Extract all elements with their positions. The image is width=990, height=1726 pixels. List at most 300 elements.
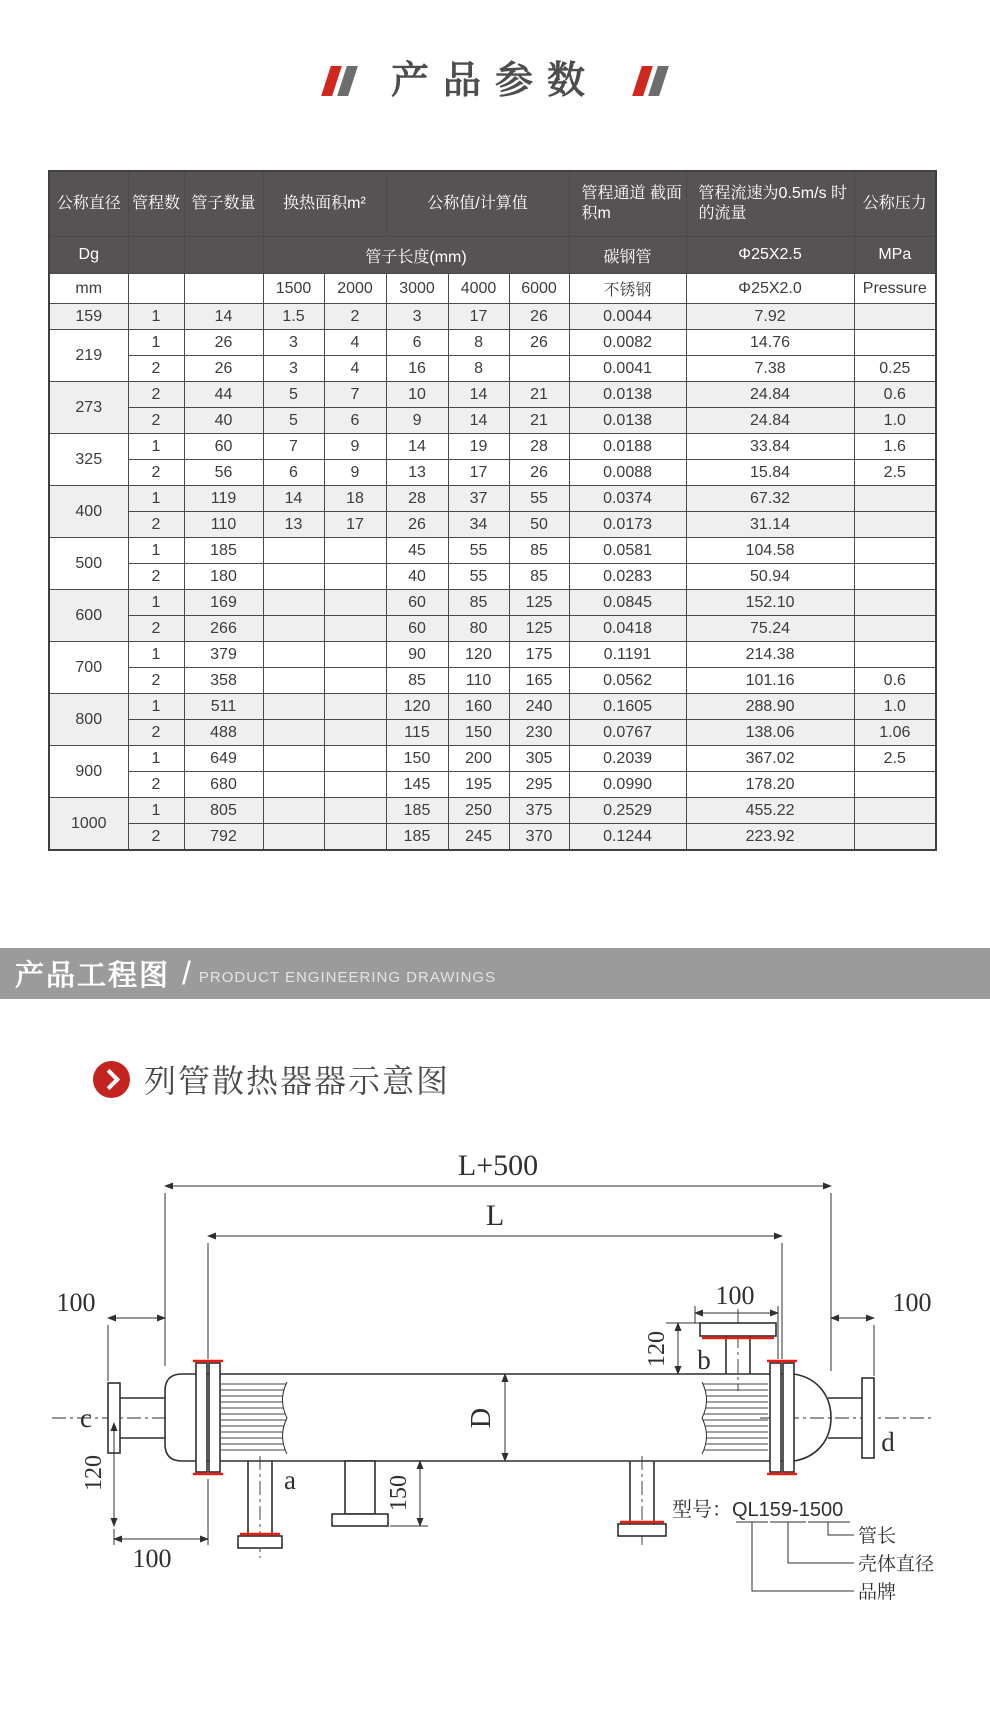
cell-c3000: 90: [386, 642, 448, 668]
cell-area: 0.2529: [569, 798, 686, 824]
cell-c6000: 295: [509, 772, 569, 798]
cell-c1500: [263, 564, 324, 590]
cell-c2000: 9: [324, 434, 386, 460]
dim-D-label: D: [466, 1407, 497, 1429]
cell-mpa: 2.5: [854, 746, 936, 772]
header-pressure-en: Pressure: [854, 274, 936, 304]
cell-mpa: [854, 564, 936, 590]
cell-tubes: 511: [184, 694, 263, 720]
chevron-circle-icon: [93, 1061, 130, 1098]
cell-flow: 14.76: [686, 330, 854, 356]
table-row: [49, 304, 936, 330]
cell-c2000: [324, 694, 386, 720]
cell-tubes: 266: [184, 616, 263, 642]
table-row: [49, 356, 936, 382]
cell-flow: 33.84: [686, 434, 854, 460]
cell-tubes: 26: [184, 356, 263, 382]
cell-c6000: 50: [509, 512, 569, 538]
dim-120-left-label: 120: [81, 1455, 107, 1491]
cell-c3000: 40: [386, 564, 448, 590]
table-row: [49, 486, 936, 512]
cell-passes: 1: [128, 694, 184, 720]
cell-c3000: 120: [386, 694, 448, 720]
cell-tubes: 44: [184, 382, 263, 408]
cell-c3000: 6: [386, 330, 448, 356]
cell-area: 0.0044: [569, 304, 686, 330]
cell-c3000: 26: [386, 512, 448, 538]
cell-c2000: [324, 668, 386, 694]
cell-tubes: 185: [184, 538, 263, 564]
cell-c3000: 60: [386, 590, 448, 616]
cell-c6000: 85: [509, 564, 569, 590]
cell-flow: 7.38: [686, 356, 854, 382]
chevron-right-icon: [99, 1068, 120, 1089]
cell-passes: 2: [128, 616, 184, 642]
cell-tubes: 26: [184, 330, 263, 356]
cell-c4000: 17: [448, 460, 509, 486]
cell-diameter: 500: [49, 538, 128, 590]
cell-area: 0.0283: [569, 564, 686, 590]
cell-c6000: 125: [509, 616, 569, 642]
model-label: 型号：QL159-1500: [672, 1499, 844, 1521]
banner-slash: /: [182, 955, 191, 991]
cell-passes: 1: [128, 538, 184, 564]
cell-mpa: 1.0: [854, 694, 936, 720]
cell-diameter: 600: [49, 590, 128, 642]
cell-tubes: 680: [184, 772, 263, 798]
dim-100-topright-label: 100: [715, 1281, 755, 1310]
cell-c1500: 6: [263, 460, 324, 486]
cell-c4000: 250: [448, 798, 509, 824]
cell-diameter: 325: [49, 434, 128, 486]
page-title: 产品参数: [390, 60, 599, 102]
cell-passes: 1: [128, 304, 184, 330]
cell-flow: 152.10: [686, 590, 854, 616]
cell-flow: 455.22: [686, 798, 854, 824]
cell-passes: 2: [128, 382, 184, 408]
cell-mpa: [854, 824, 936, 851]
spec-table: [48, 170, 937, 851]
table-row: [49, 798, 936, 824]
nozzle-b-flange: [700, 1323, 776, 1336]
cell-c2000: 4: [324, 330, 386, 356]
dim-l500-label: L+500: [457, 1149, 539, 1182]
table-row: [49, 564, 936, 590]
cell-mpa: [854, 304, 936, 330]
nozzle-a-flange: [238, 1536, 282, 1548]
cell-passes: 1: [128, 590, 184, 616]
callout-brand: 品牌: [858, 1582, 897, 1603]
cell-c1500: [263, 720, 324, 746]
cell-flow: 50.94: [686, 564, 854, 590]
cell-c2000: 4: [324, 356, 386, 382]
header-cell-empty: [184, 237, 263, 274]
cell-passes: 2: [128, 824, 184, 851]
cell-c6000: 21: [509, 382, 569, 408]
cell-diameter: 800: [49, 694, 128, 746]
cell-c3000: 85: [386, 668, 448, 694]
cell-tubes: 649: [184, 746, 263, 772]
cell-mpa: 0.25: [854, 356, 936, 382]
cell-flow: 178.20: [686, 772, 854, 798]
cell-flow: 367.02: [686, 746, 854, 772]
header-len-4000: 4000: [448, 274, 509, 304]
tube-bundle-right: [702, 1382, 768, 1454]
cell-c4000: 8: [448, 330, 509, 356]
cell-mpa: [854, 330, 936, 356]
flange-right-plate: [770, 1363, 781, 1472]
cell-diameter: 900: [49, 746, 128, 798]
cell-c3000: 115: [386, 720, 448, 746]
cell-c4000: 55: [448, 564, 509, 590]
title-section: [0, 58, 990, 104]
cell-c1500: 5: [263, 408, 324, 434]
cell-c6000: 175: [509, 642, 569, 668]
engineering-drawing: [0, 1111, 990, 1726]
tube-bundle-left: [221, 1382, 287, 1454]
cell-c6000: 85: [509, 538, 569, 564]
diagram-heading: [93, 1059, 990, 1099]
cell-c2000: [324, 772, 386, 798]
cell-mpa: [854, 616, 936, 642]
cell-area: 0.0990: [569, 772, 686, 798]
cell-tubes: 40: [184, 408, 263, 434]
cell-area: 0.1605: [569, 694, 686, 720]
port-b-label: b: [697, 1345, 711, 1375]
cell-flow: 75.24: [686, 616, 854, 642]
cell-c2000: [324, 616, 386, 642]
cell-area: 0.1191: [569, 642, 686, 668]
cell-diameter: 159: [49, 304, 128, 330]
cell-c2000: [324, 746, 386, 772]
cell-c2000: [324, 642, 386, 668]
cell-tubes: 792: [184, 824, 263, 851]
cell-flow: 223.92: [686, 824, 854, 851]
cell-tubes: 119: [184, 486, 263, 512]
cell-flow: 24.84: [686, 382, 854, 408]
header-cell-empty: [128, 274, 184, 304]
table-row: [49, 746, 936, 772]
cell-area: 0.2039: [569, 746, 686, 772]
dim-l-label: L: [485, 1199, 505, 1232]
port-d-label: d: [881, 1427, 895, 1457]
cell-area: 0.0173: [569, 512, 686, 538]
section-banner: [0, 948, 990, 999]
cell-flow: 15.84: [686, 460, 854, 486]
header-cell-empty: [184, 274, 263, 304]
cell-c1500: [263, 616, 324, 642]
cell-c4000: 120: [448, 642, 509, 668]
flange-right-plate: [783, 1363, 794, 1472]
cell-c6000: 165: [509, 668, 569, 694]
header-spec20: Φ25X2.0: [686, 274, 854, 304]
table-header-row-3: [49, 274, 936, 304]
cell-mpa: [854, 590, 936, 616]
cell-c3000: 185: [386, 824, 448, 851]
header-len-2000: 2000: [324, 274, 386, 304]
cell-mpa: [854, 772, 936, 798]
header-pressure: 公称压力: [854, 171, 936, 237]
cell-c1500: [263, 538, 324, 564]
nozzle-d-flange: [862, 1378, 874, 1458]
table-row: [49, 616, 936, 642]
cell-mpa: 0.6: [854, 668, 936, 694]
cell-c3000: 10: [386, 382, 448, 408]
cell-tubes: 14: [184, 304, 263, 330]
cell-tubes: 110: [184, 512, 263, 538]
cell-c1500: [263, 824, 324, 851]
dim-100-bottom-label: 100: [132, 1544, 172, 1573]
header-len-3000: 3000: [386, 274, 448, 304]
flange-left-plate: [209, 1363, 220, 1472]
cell-diameter: 273: [49, 382, 128, 434]
table-row: [49, 720, 936, 746]
cell-passes: 1: [128, 798, 184, 824]
cell-c2000: 17: [324, 512, 386, 538]
cell-c4000: 55: [448, 538, 509, 564]
cell-c4000: 200: [448, 746, 509, 772]
cell-c4000: 110: [448, 668, 509, 694]
table-row: [49, 694, 936, 720]
port-a-label: a: [284, 1465, 296, 1495]
cell-tubes: 379: [184, 642, 263, 668]
cell-flow: 31.14: [686, 512, 854, 538]
table-row: [49, 642, 936, 668]
callout-leader: [828, 1522, 854, 1535]
cell-diameter: 700: [49, 642, 128, 694]
header-passes: 管程数: [128, 171, 184, 237]
cell-c4000: 14: [448, 408, 509, 434]
cell-mpa: [854, 798, 936, 824]
dim-150-label: 150: [386, 1475, 412, 1511]
cell-c2000: [324, 720, 386, 746]
cell-c4000: 8: [448, 356, 509, 382]
header-diameter: 公称直径: [49, 171, 128, 237]
cell-diameter: 219: [49, 330, 128, 382]
cell-diameter: 1000: [49, 798, 128, 851]
callout-leader: [788, 1522, 854, 1563]
cell-c6000: 26: [509, 460, 569, 486]
support-saddle-base: [332, 1514, 388, 1526]
banner-subtitle: PRODUCT ENGINEERING DRAWINGS: [198, 969, 497, 986]
header-nominal: 公称值/计算值: [386, 171, 569, 237]
cell-c4000: 14: [448, 382, 509, 408]
cell-c3000: 28: [386, 486, 448, 512]
cell-c6000: 125: [509, 590, 569, 616]
table-row: [49, 512, 936, 538]
cell-c6000: 26: [509, 304, 569, 330]
cell-c1500: 13: [263, 512, 324, 538]
cell-c3000: 45: [386, 538, 448, 564]
cell-c2000: [324, 824, 386, 851]
cell-passes: 1: [128, 434, 184, 460]
cell-c3000: 9: [386, 408, 448, 434]
cell-tubes: 56: [184, 460, 263, 486]
cell-c4000: 80: [448, 616, 509, 642]
cell-flow: 101.16: [686, 668, 854, 694]
cell-mpa: 0.6: [854, 382, 936, 408]
cell-c2000: 2: [324, 304, 386, 330]
cell-mpa: 1.06: [854, 720, 936, 746]
cell-area: 0.0767: [569, 720, 686, 746]
cell-mpa: [854, 642, 936, 668]
cell-c6000: 240: [509, 694, 569, 720]
cell-tubes: 180: [184, 564, 263, 590]
header-cell-empty: [128, 237, 184, 274]
cell-mpa: [854, 512, 936, 538]
cell-tubes: 60: [184, 434, 263, 460]
cell-passes: 2: [128, 356, 184, 382]
nozzle-bottom-flange: [618, 1524, 666, 1536]
cell-c6000: 21: [509, 408, 569, 434]
cell-c2000: [324, 538, 386, 564]
cell-c3000: 145: [386, 772, 448, 798]
cell-c3000: 150: [386, 746, 448, 772]
cell-passes: 2: [128, 720, 184, 746]
cell-c1500: 7: [263, 434, 324, 460]
dim-100-right-label: 100: [892, 1288, 932, 1317]
header-spec25: Φ25X2.5: [686, 237, 854, 274]
cell-passes: 2: [128, 668, 184, 694]
callout-leader: [752, 1522, 854, 1591]
cell-c3000: 14: [386, 434, 448, 460]
cell-c1500: [263, 668, 324, 694]
cell-diameter: 400: [49, 486, 128, 538]
cell-flow: 24.84: [686, 408, 854, 434]
cell-tubes: 805: [184, 798, 263, 824]
cell-c4000: 19: [448, 434, 509, 460]
cell-c3000: 60: [386, 616, 448, 642]
cell-tubes: 358: [184, 668, 263, 694]
cell-flow: 7.92: [686, 304, 854, 330]
cell-c3000: 16: [386, 356, 448, 382]
cell-c6000: 370: [509, 824, 569, 851]
table-row: [49, 590, 936, 616]
cell-mpa: [854, 538, 936, 564]
cell-c4000: 37: [448, 486, 509, 512]
cell-c3000: 185: [386, 798, 448, 824]
banner-title: 产品工程图: [15, 960, 171, 992]
title-decoration-right: [637, 66, 664, 96]
header-mpa: MPa: [854, 237, 936, 274]
cell-tubes: 488: [184, 720, 263, 746]
table-row: [49, 538, 936, 564]
cell-c2000: 9: [324, 460, 386, 486]
port-c-label: c: [80, 1403, 92, 1433]
cell-area: 0.1244: [569, 824, 686, 851]
cell-area: 0.0138: [569, 382, 686, 408]
cell-passes: 1: [128, 486, 184, 512]
header-flow: 管程流速为0.5m/s 时的流量: [686, 171, 854, 237]
support-saddle-column: [345, 1461, 375, 1514]
header-area: 换热面积m²: [263, 171, 386, 237]
cell-c1500: [263, 694, 324, 720]
cell-flow: 138.06: [686, 720, 854, 746]
cell-area: 0.0088: [569, 460, 686, 486]
header-mm: mm: [49, 274, 128, 304]
cell-flow: 104.58: [686, 538, 854, 564]
header-carbon: 碳钢管: [569, 237, 686, 274]
table-row: [49, 460, 936, 486]
cell-passes: 1: [128, 330, 184, 356]
header-section: 管程通道 截面积m: [569, 171, 686, 237]
cell-mpa: [854, 486, 936, 512]
table-header-row-1: [49, 171, 936, 237]
cell-area: 0.0418: [569, 616, 686, 642]
cell-area: 0.0041: [569, 356, 686, 382]
table-row: [49, 408, 936, 434]
cell-flow: 67.32: [686, 486, 854, 512]
cell-passes: 1: [128, 642, 184, 668]
flange-left-plate: [196, 1363, 207, 1472]
cell-c1500: [263, 590, 324, 616]
cell-c2000: 18: [324, 486, 386, 512]
header-tube-length: 管子长度(mm): [263, 237, 569, 274]
spec-table-body: [49, 304, 936, 851]
header-len-6000: 6000: [509, 274, 569, 304]
cell-c4000: 245: [448, 824, 509, 851]
cell-c1500: 1.5: [263, 304, 324, 330]
header-stainless: 不锈钢: [569, 274, 686, 304]
cell-c6000: 26: [509, 330, 569, 356]
cell-flow: 214.38: [686, 642, 854, 668]
cell-tubes: 169: [184, 590, 263, 616]
cell-passes: 2: [128, 772, 184, 798]
cell-area: 0.0138: [569, 408, 686, 434]
cell-area: 0.0188: [569, 434, 686, 460]
cell-c4000: 34: [448, 512, 509, 538]
cell-area: 0.0082: [569, 330, 686, 356]
cell-flow: 288.90: [686, 694, 854, 720]
cell-c1500: [263, 746, 324, 772]
cell-mpa: 2.5: [854, 460, 936, 486]
cell-c2000: 6: [324, 408, 386, 434]
cell-passes: 2: [128, 512, 184, 538]
dim-100-left-label: 100: [56, 1288, 96, 1317]
cell-c6000: 230: [509, 720, 569, 746]
table-row: [49, 434, 936, 460]
cell-c1500: [263, 642, 324, 668]
cell-passes: 2: [128, 564, 184, 590]
cell-passes: 2: [128, 460, 184, 486]
callout-tube-length: 管长: [858, 1526, 897, 1547]
cell-c1500: [263, 772, 324, 798]
cell-passes: 1: [128, 746, 184, 772]
cell-c6000: 55: [509, 486, 569, 512]
table-row: [49, 772, 936, 798]
cell-c1500: 3: [263, 356, 324, 382]
cell-c4000: 150: [448, 720, 509, 746]
header-len-1500: 1500: [263, 274, 324, 304]
cell-c6000: [509, 356, 569, 382]
cell-area: 0.0581: [569, 538, 686, 564]
cell-c4000: 195: [448, 772, 509, 798]
cell-c2000: [324, 798, 386, 824]
cell-c2000: [324, 590, 386, 616]
cell-c2000: [324, 564, 386, 590]
cell-c1500: 3: [263, 330, 324, 356]
table-row: [49, 382, 936, 408]
callout-shell-diameter: 壳体直径: [858, 1554, 935, 1575]
header-dg: Dg: [49, 237, 128, 274]
title-decoration-left: [326, 66, 353, 96]
cell-area: 0.0845: [569, 590, 686, 616]
dim-120-top-label: 120: [644, 1331, 670, 1367]
cell-c3000: 3: [386, 304, 448, 330]
table-header-row-2: [49, 237, 936, 274]
table-row: [49, 330, 936, 356]
cell-area: 0.0374: [569, 486, 686, 512]
